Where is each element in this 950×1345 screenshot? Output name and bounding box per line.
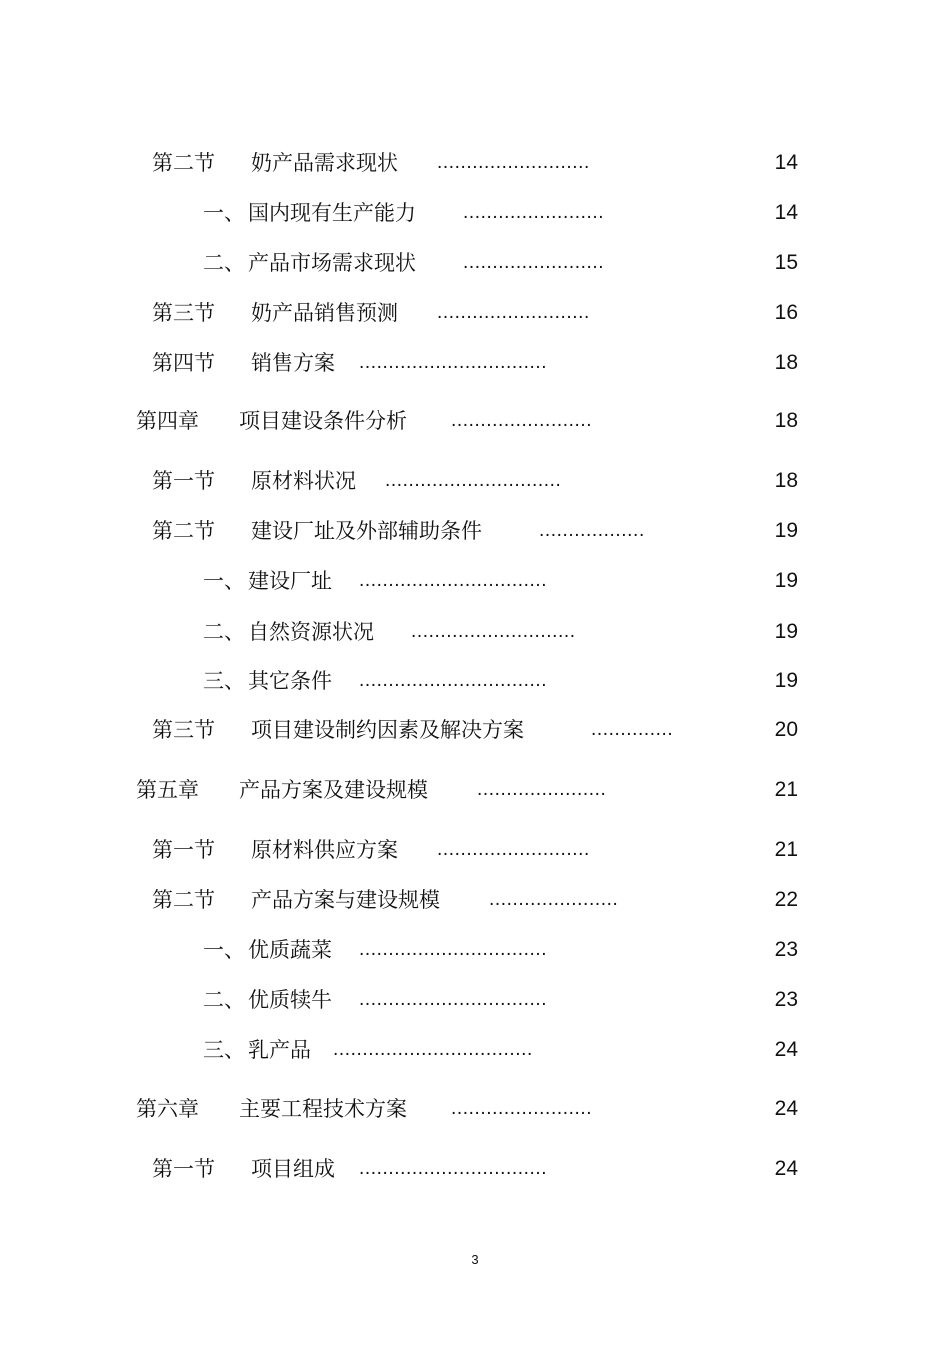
toc-entry-title: 项目建设制约因素及解决方案 bbox=[251, 718, 524, 742]
toc-entry-title: 项目组成 bbox=[251, 1157, 335, 1181]
toc-entry-label: 第一节 bbox=[152, 838, 215, 862]
toc-entry-dots: ...................... bbox=[489, 889, 619, 910]
toc-entry bbox=[0, 715, 950, 745]
toc-entry-page: 15 bbox=[774, 251, 798, 274]
toc-entry bbox=[0, 885, 950, 915]
toc-entry-dots: ........................ bbox=[451, 1098, 593, 1119]
toc-entry-title: 主要工程技术方案 bbox=[239, 1097, 407, 1121]
toc-entry-title: 奶产品销售预测 bbox=[251, 301, 398, 325]
toc-entry-label: 第六章 bbox=[136, 1097, 199, 1121]
toc-chapter bbox=[0, 406, 950, 436]
toc-chapter bbox=[0, 775, 950, 805]
toc-entry-dots: ............................ bbox=[411, 621, 576, 642]
toc-entry-page: 18 bbox=[774, 409, 798, 432]
toc-entry-page: 22 bbox=[774, 888, 798, 911]
toc-entry-label: 一、 bbox=[203, 569, 245, 593]
toc-entry-dots: .............. bbox=[591, 719, 674, 740]
toc-entry-page: 21 bbox=[774, 838, 798, 861]
toc-entry-page: 18 bbox=[774, 469, 798, 492]
toc-entry bbox=[0, 298, 950, 328]
toc-entry-label: 第二节 bbox=[152, 151, 215, 175]
toc-entry-title: 产品市场需求现状 bbox=[248, 251, 416, 275]
toc-entry-title: 乳产品 bbox=[248, 1038, 311, 1062]
toc-entry-title: 自然资源状况 bbox=[248, 620, 374, 644]
toc-entry-label: 二、 bbox=[203, 988, 245, 1012]
toc-entry bbox=[0, 617, 950, 647]
toc-entry bbox=[0, 148, 950, 178]
toc-entry-dots: ................................ bbox=[359, 670, 548, 691]
toc-entry-label: 第二节 bbox=[152, 519, 215, 543]
toc-entry bbox=[0, 516, 950, 546]
toc-entry-dots: ................................ bbox=[359, 939, 548, 960]
toc-entry-dots: .................................. bbox=[333, 1039, 533, 1060]
toc-entry-title: 优质犊牛 bbox=[248, 988, 332, 1012]
toc-entry bbox=[0, 985, 950, 1015]
toc-entry-label: 第二节 bbox=[152, 888, 215, 912]
toc-entry-page: 19 bbox=[774, 669, 798, 692]
toc-entry-dots: ........................ bbox=[463, 202, 605, 223]
toc-entry-dots: .................. bbox=[539, 520, 645, 541]
toc-entry-label: 第一节 bbox=[152, 1157, 215, 1181]
toc-entry-dots: ................................ bbox=[359, 1158, 548, 1179]
toc-entry-page: 16 bbox=[774, 301, 798, 324]
toc-entry-label: 第三节 bbox=[152, 301, 215, 325]
toc-entry-label: 第四节 bbox=[152, 351, 215, 375]
toc-entry bbox=[0, 348, 950, 378]
toc-entry-label: 二、 bbox=[203, 620, 245, 644]
toc-entry-label: 二、 bbox=[203, 251, 245, 275]
toc-entry bbox=[0, 466, 950, 496]
toc-entry-page: 19 bbox=[774, 569, 798, 592]
toc-entry bbox=[0, 835, 950, 865]
toc-entry-label: 三、 bbox=[203, 1038, 245, 1062]
toc-entry-label: 一、 bbox=[203, 938, 245, 962]
toc-entry-label: 第三节 bbox=[152, 718, 215, 742]
toc-entry-label: 一、 bbox=[203, 201, 245, 225]
toc-entry bbox=[0, 566, 950, 596]
toc-entry-label: 第五章 bbox=[136, 778, 199, 802]
toc-entry-page: 24 bbox=[774, 1097, 798, 1120]
toc-entry-title: 产品方案及建设规模 bbox=[239, 778, 428, 802]
toc-entry bbox=[0, 1035, 950, 1065]
toc-entry-dots: ........................ bbox=[463, 252, 605, 273]
toc-entry-dots: .......................... bbox=[437, 152, 590, 173]
toc-entry-page: 24 bbox=[774, 1038, 798, 1061]
toc-entry bbox=[0, 248, 950, 278]
toc-entry bbox=[0, 1154, 950, 1184]
toc-entry-title: 建设厂址及外部辅助条件 bbox=[251, 519, 482, 543]
toc-entry-dots: .......................... bbox=[437, 839, 590, 860]
toc-entry-page: 18 bbox=[774, 351, 798, 374]
toc-entry-title: 产品方案与建设规模 bbox=[251, 888, 440, 912]
toc-entry-dots: ................................ bbox=[359, 352, 548, 373]
toc-entry-title: 建设厂址 bbox=[248, 569, 332, 593]
toc-entry-dots: ........................ bbox=[451, 410, 593, 431]
toc-entry-title: 国内现有生产能力 bbox=[248, 201, 416, 225]
toc-entry bbox=[0, 935, 950, 965]
toc-entry-page: 23 bbox=[774, 938, 798, 961]
toc-entry-page: 14 bbox=[774, 201, 798, 224]
toc-entry bbox=[0, 666, 950, 696]
toc-entry-page: 14 bbox=[774, 151, 798, 174]
toc-entry bbox=[0, 198, 950, 228]
toc-entry-page: 23 bbox=[774, 988, 798, 1011]
toc-entry-dots: ................................ bbox=[359, 989, 548, 1010]
page-number: 3 bbox=[471, 1252, 479, 1267]
toc-entry-page: 19 bbox=[774, 620, 798, 643]
toc-entry-dots: ...................... bbox=[477, 779, 607, 800]
toc-entry-title: 项目建设条件分析 bbox=[239, 409, 407, 433]
toc-entry-title: 原材料供应方案 bbox=[251, 838, 398, 862]
toc-chapter bbox=[0, 1094, 950, 1124]
toc-entry-page: 24 bbox=[774, 1157, 798, 1180]
toc-entry-label: 三、 bbox=[203, 669, 245, 693]
toc-entry-label: 第一节 bbox=[152, 469, 215, 493]
toc-entry-page: 21 bbox=[774, 778, 798, 801]
toc-entry-title: 其它条件 bbox=[248, 669, 332, 693]
toc-entry-label: 第四章 bbox=[136, 409, 199, 433]
toc-entry-dots: ................................ bbox=[359, 570, 548, 591]
toc-entry-title: 销售方案 bbox=[251, 351, 335, 375]
toc-entry-page: 19 bbox=[774, 519, 798, 542]
toc-entry-page: 20 bbox=[774, 718, 798, 741]
toc-entry-title: 奶产品需求现状 bbox=[251, 151, 398, 175]
toc-entry-dots: .............................. bbox=[385, 470, 562, 491]
toc-entry-dots: .......................... bbox=[437, 302, 590, 323]
toc-entry-title: 原材料状况 bbox=[251, 469, 356, 493]
toc-entry-title: 优质蔬菜 bbox=[248, 938, 332, 962]
